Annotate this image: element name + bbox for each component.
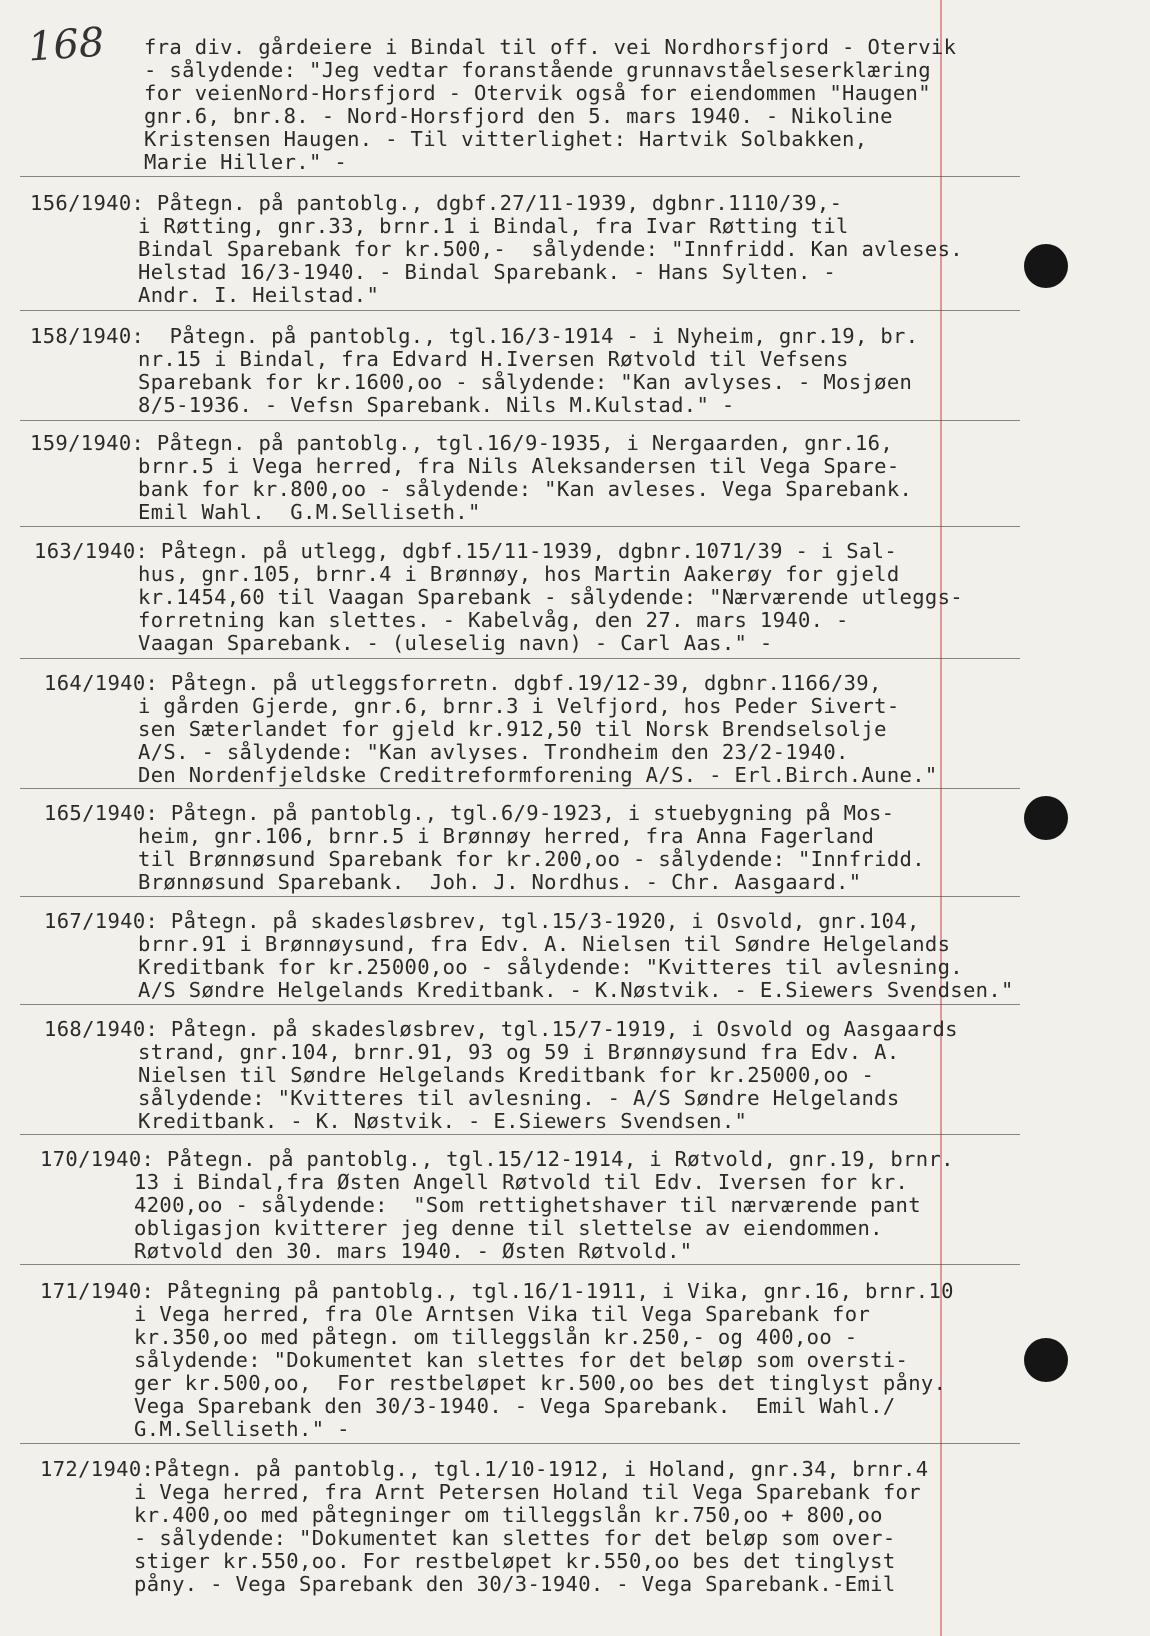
punch-hole-middle bbox=[1024, 796, 1068, 840]
text-line: 170/1940: Påtegn. på pantoblg., tgl.15/12-1914, i Røtvold, gnr.19, brnr. bbox=[40, 1147, 954, 1171]
text-line: Andr. I. Heilstad." bbox=[138, 283, 380, 307]
text-line: Kreditbank for kr.25000,oo - sålydende: "Kvitteres til avlesning. bbox=[138, 955, 963, 979]
punch-hole-bottom bbox=[1024, 1338, 1068, 1382]
text-line: Røtvold den 30. mars 1940. - Østen Røtvold." bbox=[134, 1239, 693, 1263]
text-line: Sparebank for kr.1600,oo - sålydende: "Kan avlyses. - Mosjøen bbox=[138, 370, 913, 394]
text-line: A/S. - sålydende: "Kan avlyses. Trondheim den 23/2-1940. bbox=[138, 740, 849, 764]
text-line: fra div. gårdeiere i Bindal til off. vei Nordhorsfjord - Otervik bbox=[144, 35, 957, 59]
text-line: 168/1940: Påtegn. på skadesløsbrev, tgl.15/7-1919, i Osvold og Aasgaards bbox=[44, 1017, 958, 1041]
text-line: - sålydende: "Jeg vedtar foranstående grunnavståelseserklæring bbox=[144, 58, 931, 82]
text-line: - sålydende: "Dokumentet kan slettes for det beløp som over- bbox=[134, 1526, 896, 1550]
text-line: gnr.6, bnr.8. - Nord-Horsfjord den 5. mars 1940. - Nikoline bbox=[144, 104, 893, 128]
text-line: Vega Sparebank den 30/3-1940. - Vega Sparebank. Emil Wahl./ bbox=[134, 1394, 896, 1418]
text-line: til Brønnøsund Sparebank for kr.200,oo - sålydende: "Innfridd. bbox=[138, 847, 925, 871]
text-line: sålydende: "Kvitteres til avlesning. - A/S Søndre Helgelands bbox=[138, 1086, 900, 1110]
text-line: 171/1940: Påtegning på pantoblg., tgl.16/1-1911, i Vika, gnr.16, brnr.10 bbox=[40, 1279, 954, 1303]
entry-divider bbox=[20, 526, 1020, 527]
text-line: Emil Wahl. G.M.Selliseth." bbox=[138, 500, 481, 524]
text-line: påny. - Vega Sparebank den 30/3-1940. - Vega Sparebank.-Emil bbox=[134, 1572, 896, 1596]
text-line: i Vega herred, fra Ole Arntsen Vika til Vega Sparebank for bbox=[134, 1302, 871, 1326]
text-line: A/S Søndre Helgelands Kreditbank. - K.Nøstvik. - E.Siewers Svendsen." bbox=[138, 978, 1014, 1002]
text-line: kr.1454,60 til Vaagan Sparebank - sålydende: "Nærværende utleggs- bbox=[138, 585, 963, 609]
text-line: i Vega herred, fra Arnt Petersen Holand til Vega Sparebank for bbox=[134, 1480, 921, 1504]
text-line: Vaagan Sparebank. - (uleselig navn) - Carl Aas." - bbox=[138, 631, 773, 655]
text-line: forretning kan slettes. - Kabelvåg, den 27. mars 1940. - bbox=[138, 608, 849, 632]
text-line: stiger kr.550,oo. For restbeløpet kr.550,oo bes det tinglyst bbox=[134, 1549, 896, 1573]
text-line: 165/1940: Påtegn. på pantoblg., tgl.6/9-1923, i stuebygning på Mos- bbox=[44, 801, 895, 825]
text-line: 156/1940: Påtegn. på pantoblg., dgbf.27/11-1939, dgbnr.1110/39,- bbox=[30, 191, 843, 215]
text-line: i gården Gjerde, gnr.6, brnr.3 i Velfjord, hos Peder Sivert- bbox=[138, 694, 900, 718]
text-line: kr.400,oo med påtegninger om tilleggslån kr.750,oo + 800,oo bbox=[134, 1503, 883, 1527]
text-line: 8/5-1936. - Vefsn Sparebank. Nils M.Kulstad." - bbox=[138, 393, 735, 417]
text-line: heim, gnr.106, brnr.5 i Brønnøy herred, fra Anna Fagerland bbox=[138, 824, 875, 848]
text-line: strand, gnr.104, brnr.91, 93 og 59 i Brønnøysund fra Edv. A. bbox=[138, 1040, 900, 1064]
entry-divider bbox=[20, 896, 1020, 897]
text-line: Kristensen Haugen. - Til vitterlighet: Hartvik Solbakken, bbox=[144, 127, 868, 151]
entry-divider bbox=[20, 420, 1020, 421]
text-line: Brønnøsund Sparebank. Joh. J. Nordhus. - Chr. Aasgaard." bbox=[138, 870, 862, 894]
text-line: 172/1940:Påtegn. på pantoblg., tgl.1/10-1912, i Holand, gnr.34, brnr.4 bbox=[40, 1457, 929, 1481]
text-line: brnr.5 i Vega herred, fra Nils Aleksandersen til Vega Spare- bbox=[138, 454, 900, 478]
entry-divider bbox=[20, 1004, 1020, 1005]
text-line: 158/1940: Påtegn. på pantoblg., tgl.16/3-1914 - i Nyheim, gnr.19, br. bbox=[30, 324, 919, 348]
punch-hole-top bbox=[1024, 244, 1068, 288]
entry-divider bbox=[20, 1264, 1020, 1265]
text-line: Nielsen til Søndre Helgelands Kreditbank for kr.25000,oo - bbox=[138, 1063, 875, 1087]
text-line: sen Sæterlandet for gjeld kr.912,50 til Norsk Brendselsolje bbox=[138, 717, 887, 741]
text-line: ger kr.500,oo, For restbeløpet kr.500,oo bes det tinglyst påny. bbox=[134, 1371, 947, 1395]
text-line: nr.15 i Bindal, fra Edvard H.Iversen Røtvold til Vefsens bbox=[138, 347, 849, 371]
entry-divider bbox=[20, 1134, 1020, 1135]
text-line: bank for kr.800,oo - sålydende: "Kan avleses. Vega Sparebank. bbox=[138, 477, 913, 501]
text-line: 163/1940: Påtegn. på utlegg, dgbf.15/11-1939, dgbnr.1071/39 - i Sal- bbox=[34, 539, 898, 563]
text-line: Marie Hiller." - bbox=[144, 150, 348, 174]
text-line: i Røtting, gnr.33, brnr.1 i Bindal, fra Ivar Røtting til bbox=[138, 214, 849, 238]
text-line: brnr.91 i Brønnøysund, fra Edv. A. Nielsen til Søndre Helgelands bbox=[138, 932, 951, 956]
text-line: kr.350,oo med påtegn. om tilleggslån kr.250,- og 400,oo - bbox=[134, 1325, 858, 1349]
entry-divider bbox=[20, 788, 1020, 789]
text-line: sålydende: "Dokumentet kan slettes for det beløp som oversti- bbox=[134, 1348, 909, 1372]
text-line: for veienNord-Horsfjord - Otervik også for eiendommen "Haugen" bbox=[144, 81, 931, 105]
text-line: Helstad 16/3-1940. - Bindal Sparebank. - Hans Sylten. - bbox=[138, 260, 837, 284]
text-line: obligasjon kvitterer jeg denne til slettelse av eiendommen. bbox=[134, 1216, 883, 1240]
entry-divider bbox=[20, 310, 1020, 311]
text-line: 13 i Bindal,fra Østen Angell Røtvold til Edv. Iversen for kr. bbox=[134, 1170, 909, 1194]
entry-divider bbox=[20, 1443, 1020, 1444]
text-line: 159/1940: Påtegn. på pantoblg., tgl.16/9-1935, i Nergaarden, gnr.16, bbox=[30, 431, 894, 455]
text-line: Kreditbank. - K. Nøstvik. - E.Siewers Svendsen." bbox=[138, 1109, 748, 1133]
text-line: Den Nordenfjeldske Creditreformforening A/S. - Erl.Birch.Aune." bbox=[138, 763, 938, 787]
text-line: Bindal Sparebank for kr.500,- sålydende: "Innfridd. Kan avleses. bbox=[138, 237, 963, 261]
text-line: 167/1940: Påtegn. på skadesløsbrev, tgl.15/3-1920, i Osvold, gnr.104, bbox=[44, 909, 920, 933]
page-number: 168 bbox=[26, 19, 106, 71]
entry-divider bbox=[20, 176, 1020, 177]
entry-divider bbox=[20, 658, 1020, 659]
text-line: 4200,oo - sålydende: "Som rettighetshaver til nærværende pant bbox=[134, 1193, 921, 1217]
text-line: G.M.Selliseth." - bbox=[134, 1417, 350, 1441]
text-line: hus, gnr.105, brnr.4 i Brønnøy, hos Martin Aakerøy for gjeld bbox=[138, 562, 900, 586]
text-line: 164/1940: Påtegn. på utleggsforretn. dgbf.19/12-39, dgbnr.1166/39, bbox=[44, 671, 882, 695]
